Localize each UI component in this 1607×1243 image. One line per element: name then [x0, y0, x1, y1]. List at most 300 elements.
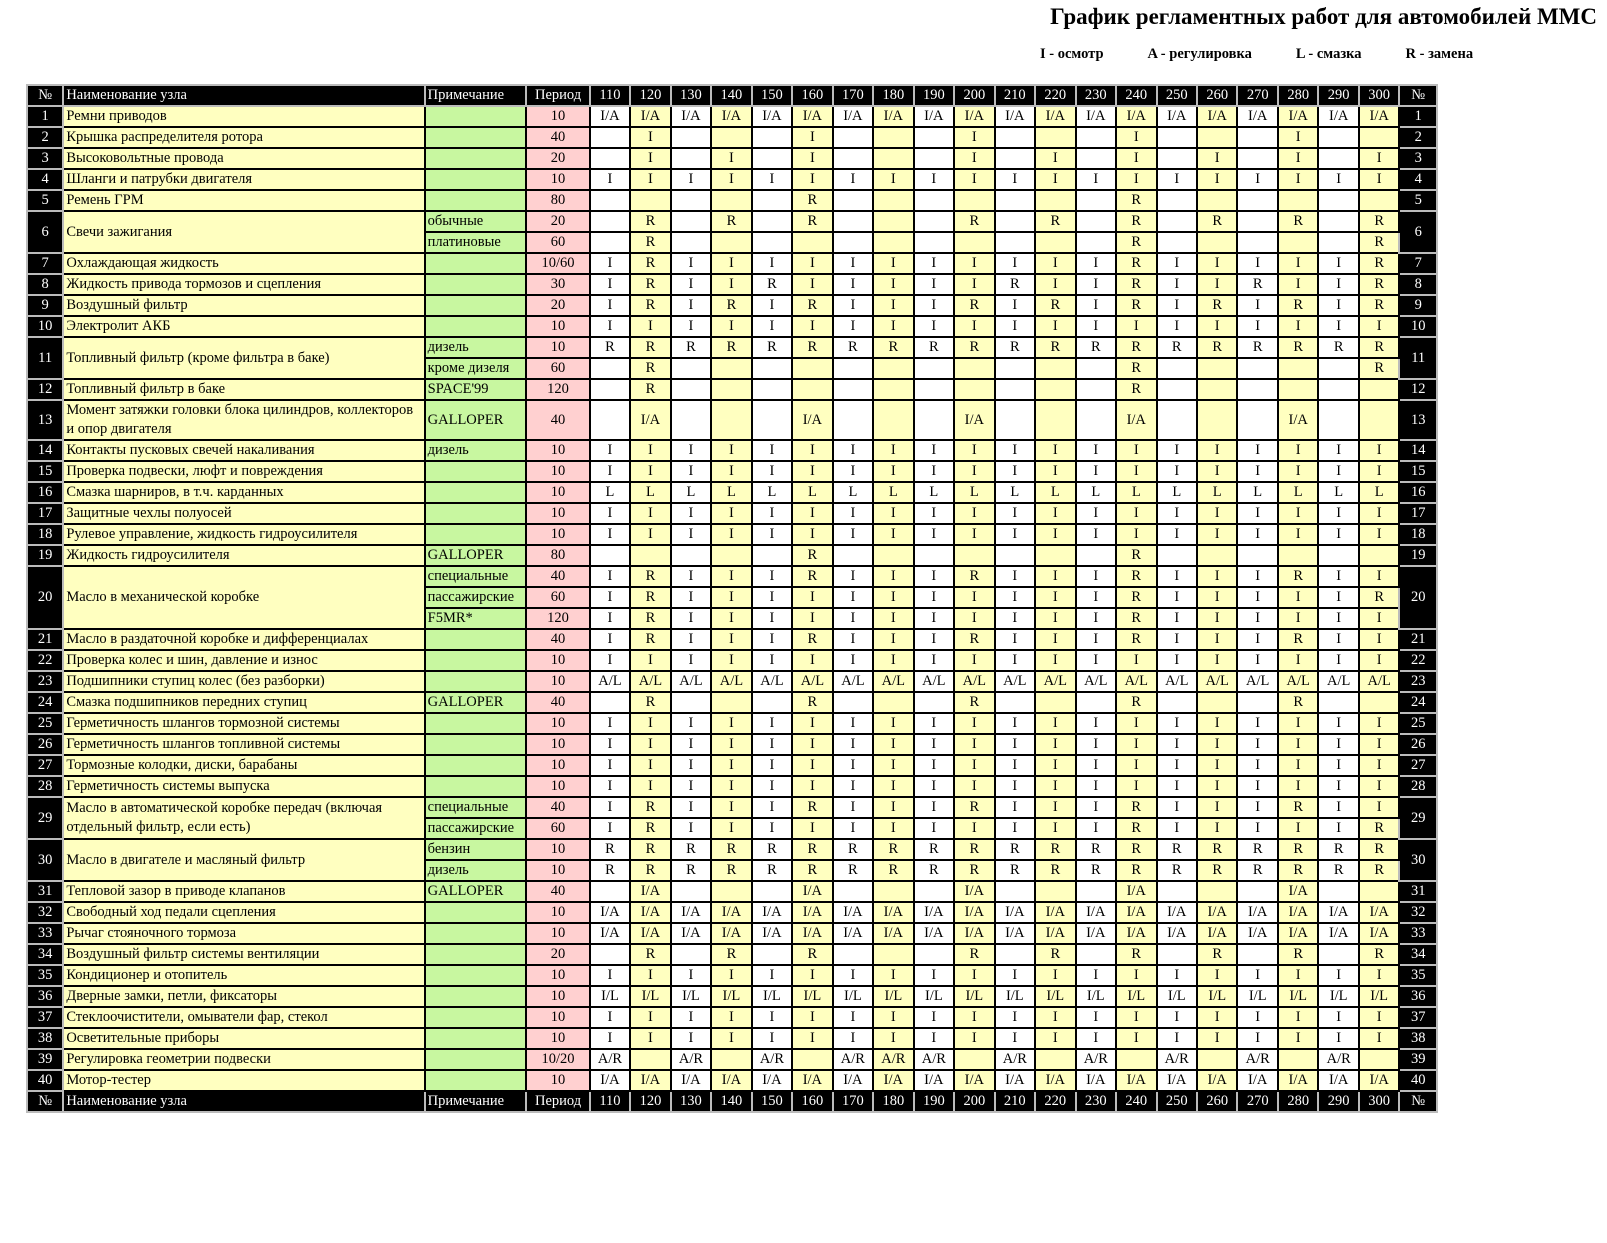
schedule-cell: R	[1359, 274, 1399, 295]
schedule-cell: I/A	[1157, 902, 1197, 923]
schedule-cell: R	[1035, 860, 1075, 881]
schedule-cell: A/R	[1318, 1049, 1358, 1070]
schedule-cell: I	[590, 818, 630, 839]
schedule-cell: I	[590, 253, 630, 274]
schedule-cell: I	[1318, 566, 1358, 587]
schedule-cell	[1197, 881, 1237, 902]
schedule-cell	[1359, 400, 1399, 440]
schedule-cell: I	[833, 587, 873, 608]
schedule-cell	[1237, 232, 1277, 253]
schedule-cell	[833, 692, 873, 713]
schedule-cell: I	[833, 818, 873, 839]
schedule-cell: I	[1318, 1007, 1358, 1028]
table-row	[27, 881, 1437, 902]
table-row	[27, 211, 1437, 232]
schedule-cell: I	[1035, 797, 1075, 818]
item-period: 10	[526, 734, 589, 755]
schedule-cell	[711, 692, 751, 713]
item-period: 60	[526, 587, 589, 608]
schedule-cell	[1076, 881, 1116, 902]
schedule-cell: R	[1359, 253, 1399, 274]
header-mileage: 270	[1237, 85, 1277, 106]
schedule-cell: I	[1076, 734, 1116, 755]
footer-mileage: 280	[1278, 1091, 1318, 1112]
schedule-cell	[671, 881, 711, 902]
row-number: 25	[27, 713, 63, 734]
schedule-cell	[1237, 545, 1277, 566]
schedule-cell	[1359, 379, 1399, 400]
schedule-cell: R	[1116, 253, 1156, 274]
schedule-cell: I	[833, 503, 873, 524]
schedule-cell: I	[995, 169, 1035, 190]
schedule-cell: I	[873, 629, 913, 650]
item-period: 10	[526, 1007, 589, 1028]
schedule-cell: I	[914, 797, 954, 818]
schedule-cell	[995, 148, 1035, 169]
schedule-cell: I/A	[914, 1070, 954, 1091]
item-note: GALLOPER	[425, 692, 527, 713]
schedule-cell: I/A	[711, 902, 751, 923]
schedule-cell: I	[1197, 608, 1237, 629]
schedule-cell	[1157, 944, 1197, 965]
schedule-cell: I	[752, 503, 792, 524]
schedule-cell: R	[833, 337, 873, 358]
schedule-cell: R	[1116, 839, 1156, 860]
schedule-cell	[1278, 190, 1318, 211]
schedule-cell: I	[1278, 253, 1318, 274]
schedule-cell: I	[914, 440, 954, 461]
item-name: Стеклоочистители, омыватели фар, стекол	[63, 1007, 424, 1028]
item-note	[425, 902, 527, 923]
schedule-cell: R	[995, 337, 1035, 358]
schedule-cell	[1157, 232, 1197, 253]
schedule-cell: I/A	[1035, 1070, 1075, 1091]
schedule-cell: I	[1035, 713, 1075, 734]
schedule-cell: I/A	[995, 902, 1035, 923]
schedule-cell: I	[590, 1007, 630, 1028]
schedule-cell: I	[873, 1007, 913, 1028]
schedule-cell: I	[1157, 295, 1197, 316]
schedule-cell	[590, 881, 630, 902]
item-note: дизель	[425, 440, 527, 461]
schedule-cell	[1318, 232, 1358, 253]
schedule-cell: I	[792, 274, 832, 295]
row-number: 30	[27, 839, 63, 881]
schedule-cell: I	[833, 629, 873, 650]
schedule-cell: R	[1116, 295, 1156, 316]
schedule-cell: A/L	[1076, 671, 1116, 692]
schedule-cell: I	[792, 608, 832, 629]
item-name: Проверка колес и шин, давление и износ	[63, 650, 424, 671]
schedule-cell: R	[630, 566, 670, 587]
item-note	[425, 986, 527, 1007]
schedule-cell	[995, 545, 1035, 566]
item-note	[425, 253, 527, 274]
schedule-cell	[1359, 692, 1399, 713]
schedule-cell: I	[1237, 169, 1277, 190]
schedule-cell: I	[711, 566, 751, 587]
table-row	[27, 337, 1437, 358]
schedule-cell: I	[873, 608, 913, 629]
schedule-cell: R	[711, 337, 751, 358]
schedule-cell: I	[711, 650, 751, 671]
schedule-cell: I	[711, 253, 751, 274]
schedule-cell: I/A	[752, 902, 792, 923]
item-note: GALLOPER	[425, 881, 527, 902]
schedule-cell: I	[590, 440, 630, 461]
schedule-cell	[752, 148, 792, 169]
schedule-cell: I	[1076, 503, 1116, 524]
schedule-cell: I	[1359, 566, 1399, 587]
item-name: Жидкость привода тормозов и сцепления	[63, 274, 424, 295]
schedule-cell: R	[792, 295, 832, 316]
schedule-cell: I	[1318, 818, 1358, 839]
schedule-cell	[590, 944, 630, 965]
schedule-cell: I	[995, 965, 1035, 986]
schedule-cell: I	[954, 316, 994, 337]
item-name: Тепловой зазор в приводе клапанов	[63, 881, 424, 902]
schedule-cell: I	[1116, 503, 1156, 524]
schedule-cell: I/L	[1359, 986, 1399, 1007]
item-note	[425, 482, 527, 503]
schedule-cell: R	[1157, 860, 1197, 881]
schedule-cell	[833, 545, 873, 566]
schedule-cell: I	[1278, 587, 1318, 608]
schedule-cell: I	[1116, 127, 1156, 148]
schedule-cell	[1237, 358, 1277, 379]
schedule-cell	[752, 944, 792, 965]
schedule-cell: I	[914, 587, 954, 608]
schedule-cell: I	[873, 274, 913, 295]
schedule-cell	[995, 190, 1035, 211]
schedule-cell	[873, 190, 913, 211]
schedule-cell: R	[1076, 839, 1116, 860]
schedule-cell: I	[1197, 734, 1237, 755]
schedule-cell: I	[1359, 608, 1399, 629]
row-number: 15	[27, 461, 63, 482]
schedule-cell: R	[1359, 818, 1399, 839]
schedule-cell: I	[995, 608, 1035, 629]
schedule-cell	[1076, 692, 1116, 713]
schedule-cell: I	[792, 818, 832, 839]
schedule-cell: R	[711, 839, 751, 860]
schedule-cell: I	[873, 169, 913, 190]
schedule-cell: I	[995, 587, 1035, 608]
schedule-cell: I/A	[1237, 902, 1277, 923]
schedule-cell: I	[954, 1028, 994, 1049]
schedule-cell: I	[630, 461, 670, 482]
schedule-cell: A/L	[914, 671, 954, 692]
schedule-cell: A/L	[1197, 671, 1237, 692]
schedule-cell: I	[1318, 608, 1358, 629]
schedule-cell: R	[1318, 337, 1358, 358]
schedule-cell: R	[1116, 860, 1156, 881]
schedule-cell: I	[1157, 818, 1197, 839]
item-note	[425, 755, 527, 776]
item-note	[425, 461, 527, 482]
schedule-cell: I/L	[1035, 986, 1075, 1007]
schedule-cell: I	[873, 461, 913, 482]
schedule-cell: I/A	[954, 400, 994, 440]
schedule-cell: R	[1359, 232, 1399, 253]
schedule-cell: R	[873, 860, 913, 881]
schedule-cell: R	[752, 839, 792, 860]
schedule-cell: I	[1278, 316, 1318, 337]
row-number: 7	[27, 253, 63, 274]
schedule-cell: I/A	[752, 923, 792, 944]
schedule-cell: I	[1076, 440, 1116, 461]
item-name: Подшипники ступиц колес (без разборки)	[63, 671, 424, 692]
schedule-cell	[833, 881, 873, 902]
schedule-cell: I	[590, 608, 630, 629]
schedule-cell: R	[954, 944, 994, 965]
schedule-cell: R	[1116, 629, 1156, 650]
item-period: 10	[526, 169, 589, 190]
table-row	[27, 734, 1437, 755]
schedule-cell: I	[873, 965, 913, 986]
schedule-cell	[590, 190, 630, 211]
schedule-cell: L	[1076, 482, 1116, 503]
schedule-cell	[1278, 1049, 1318, 1070]
schedule-cell: I	[1157, 713, 1197, 734]
schedule-cell	[711, 358, 751, 379]
schedule-cell: I	[833, 253, 873, 274]
row-number: 13	[27, 400, 63, 440]
schedule-cell: R	[630, 944, 670, 965]
row-number-right: 36	[1399, 986, 1437, 1007]
schedule-cell: I	[954, 965, 994, 986]
schedule-cell	[752, 232, 792, 253]
schedule-cell	[914, 148, 954, 169]
schedule-cell: R	[954, 566, 994, 587]
schedule-cell: R	[1197, 337, 1237, 358]
header-mileage: 150	[752, 85, 792, 106]
schedule-cell: I/A	[954, 881, 994, 902]
schedule-cell: I	[752, 797, 792, 818]
schedule-cell: L	[1359, 482, 1399, 503]
schedule-cell: I	[833, 713, 873, 734]
item-period: 20	[526, 295, 589, 316]
schedule-cell: A/L	[833, 671, 873, 692]
schedule-cell: I	[1076, 274, 1116, 295]
item-note	[425, 503, 527, 524]
schedule-cell	[873, 545, 913, 566]
schedule-cell	[1035, 379, 1075, 400]
schedule-cell	[995, 127, 1035, 148]
item-period: 20	[526, 211, 589, 232]
item-name: Контакты пусковых свечей накаливания	[63, 440, 424, 461]
schedule-cell	[1237, 400, 1277, 440]
schedule-cell	[1035, 400, 1075, 440]
schedule-cell	[1076, 379, 1116, 400]
schedule-cell: I/A	[792, 1070, 832, 1091]
schedule-cell: R	[1237, 274, 1277, 295]
schedule-cell: I	[873, 587, 913, 608]
row-number-right: 4	[1399, 169, 1437, 190]
table-row	[27, 902, 1437, 923]
schedule-cell: I	[1359, 629, 1399, 650]
schedule-cell: I	[630, 503, 670, 524]
schedule-cell	[1076, 232, 1116, 253]
schedule-cell: I	[792, 524, 832, 545]
schedule-cell: I	[792, 734, 832, 755]
schedule-cell: I	[671, 650, 711, 671]
item-note: GALLOPER	[425, 545, 527, 566]
schedule-cell: I	[833, 965, 873, 986]
row-number: 3	[27, 148, 63, 169]
schedule-cell: I/A	[590, 902, 630, 923]
schedule-cell: I	[1237, 1028, 1277, 1049]
table-row	[27, 1070, 1437, 1091]
footer-mileage: 290	[1318, 1091, 1358, 1112]
schedule-cell: I	[1157, 253, 1197, 274]
schedule-cell: I	[1359, 440, 1399, 461]
schedule-cell: I	[711, 440, 751, 461]
footer-name: Наименование узла	[63, 1091, 424, 1112]
schedule-cell	[873, 148, 913, 169]
schedule-cell	[1237, 692, 1277, 713]
schedule-cell	[590, 358, 630, 379]
item-period: 10	[526, 503, 589, 524]
schedule-cell: I/A	[833, 106, 873, 127]
schedule-cell: I	[914, 776, 954, 797]
table-row	[27, 755, 1437, 776]
schedule-cell: R	[1318, 839, 1358, 860]
item-name: Мотор-тестер	[63, 1070, 424, 1091]
schedule-cell: R	[1359, 839, 1399, 860]
schedule-cell: I	[792, 461, 832, 482]
schedule-cell: I	[630, 1007, 670, 1028]
schedule-cell: I	[995, 734, 1035, 755]
item-name: Воздушный фильтр	[63, 295, 424, 316]
schedule-cell: I	[873, 440, 913, 461]
header-mileage: 190	[914, 85, 954, 106]
item-period: 40	[526, 566, 589, 587]
page-title: График регламентных работ для автомобилей ММС	[1050, 4, 1597, 29]
header-mileage: 120	[630, 85, 670, 106]
schedule-cell: I	[1237, 797, 1277, 818]
schedule-cell: I/A	[1359, 106, 1399, 127]
schedule-cell: R	[1197, 295, 1237, 316]
schedule-cell: I	[1035, 440, 1075, 461]
schedule-cell	[671, 400, 711, 440]
schedule-cell: L	[752, 482, 792, 503]
schedule-cell: I	[954, 776, 994, 797]
row-number: 22	[27, 650, 63, 671]
schedule-cell: I	[671, 734, 711, 755]
schedule-cell: I	[1197, 755, 1237, 776]
schedule-cell	[1318, 400, 1358, 440]
schedule-cell	[1359, 190, 1399, 211]
row-number-right: 35	[1399, 965, 1437, 986]
schedule-cell: I	[752, 461, 792, 482]
schedule-cell: I/L	[752, 986, 792, 1007]
schedule-cell: I/A	[711, 1070, 751, 1091]
schedule-cell: I	[1359, 1007, 1399, 1028]
schedule-cell	[1318, 545, 1358, 566]
schedule-cell: I	[1035, 650, 1075, 671]
schedule-cell	[1076, 127, 1116, 148]
item-name: Электролит АКБ	[63, 316, 424, 337]
schedule-cell: A/L	[1359, 671, 1399, 692]
schedule-cell: I	[954, 650, 994, 671]
item-period: 10	[526, 337, 589, 358]
schedule-cell: I	[833, 566, 873, 587]
schedule-cell: R	[1116, 944, 1156, 965]
schedule-cell: R	[792, 839, 832, 860]
schedule-cell: I	[833, 169, 873, 190]
item-note	[425, 148, 527, 169]
schedule-cell: I	[1076, 818, 1116, 839]
schedule-cell: I	[1035, 253, 1075, 274]
item-note	[425, 923, 527, 944]
footer-mileage: 130	[671, 1091, 711, 1112]
item-note	[425, 629, 527, 650]
schedule-cell: I	[792, 253, 832, 274]
schedule-cell	[711, 1049, 751, 1070]
schedule-cell: I	[590, 629, 630, 650]
schedule-cell: R	[630, 692, 670, 713]
schedule-cell: R	[1035, 211, 1075, 232]
schedule-cell	[833, 127, 873, 148]
item-period: 10	[526, 902, 589, 923]
schedule-cell: I	[1359, 734, 1399, 755]
schedule-cell	[1359, 881, 1399, 902]
row-number: 35	[27, 965, 63, 986]
schedule-cell: I	[711, 629, 751, 650]
row-number: 26	[27, 734, 63, 755]
footer-mileage: 230	[1076, 1091, 1116, 1112]
schedule-cell	[1197, 232, 1237, 253]
schedule-cell: A/R	[590, 1049, 630, 1070]
row-number-right: 5	[1399, 190, 1437, 211]
schedule-cell: I	[1116, 734, 1156, 755]
schedule-cell: R	[1157, 337, 1197, 358]
schedule-cell: I	[792, 713, 832, 734]
schedule-cell: I	[954, 274, 994, 295]
schedule-cell: I/A	[873, 106, 913, 127]
schedule-cell: I/A	[954, 902, 994, 923]
schedule-cell: I	[792, 965, 832, 986]
schedule-cell: I	[630, 127, 670, 148]
item-note: пассажирские	[425, 818, 527, 839]
schedule-cell: R	[792, 337, 832, 358]
footer-mileage: 150	[752, 1091, 792, 1112]
schedule-cell: I	[954, 755, 994, 776]
schedule-cell: I	[1318, 734, 1358, 755]
schedule-cell: I	[671, 566, 711, 587]
header-mileage: 110	[590, 85, 630, 106]
schedule-cell: R	[914, 860, 954, 881]
legend-lubricate: L - смазка	[1295, 46, 1362, 62]
item-note	[425, 295, 527, 316]
schedule-cell	[590, 545, 630, 566]
row-number: 14	[27, 440, 63, 461]
item-name: Жидкость гидроусилителя	[63, 545, 424, 566]
item-note	[425, 1070, 527, 1091]
schedule-cell: R	[1116, 818, 1156, 839]
schedule-cell: I	[1157, 797, 1197, 818]
schedule-cell: I	[1116, 713, 1156, 734]
table-row	[27, 692, 1437, 713]
schedule-cell: I	[1197, 148, 1237, 169]
schedule-cell: I	[995, 253, 1035, 274]
schedule-cell: L	[1318, 482, 1358, 503]
schedule-cell: I/L	[1278, 986, 1318, 1007]
schedule-cell: I/A	[1278, 400, 1318, 440]
row-number-right: 12	[1399, 379, 1437, 400]
schedule-cell: I/A	[1116, 881, 1156, 902]
